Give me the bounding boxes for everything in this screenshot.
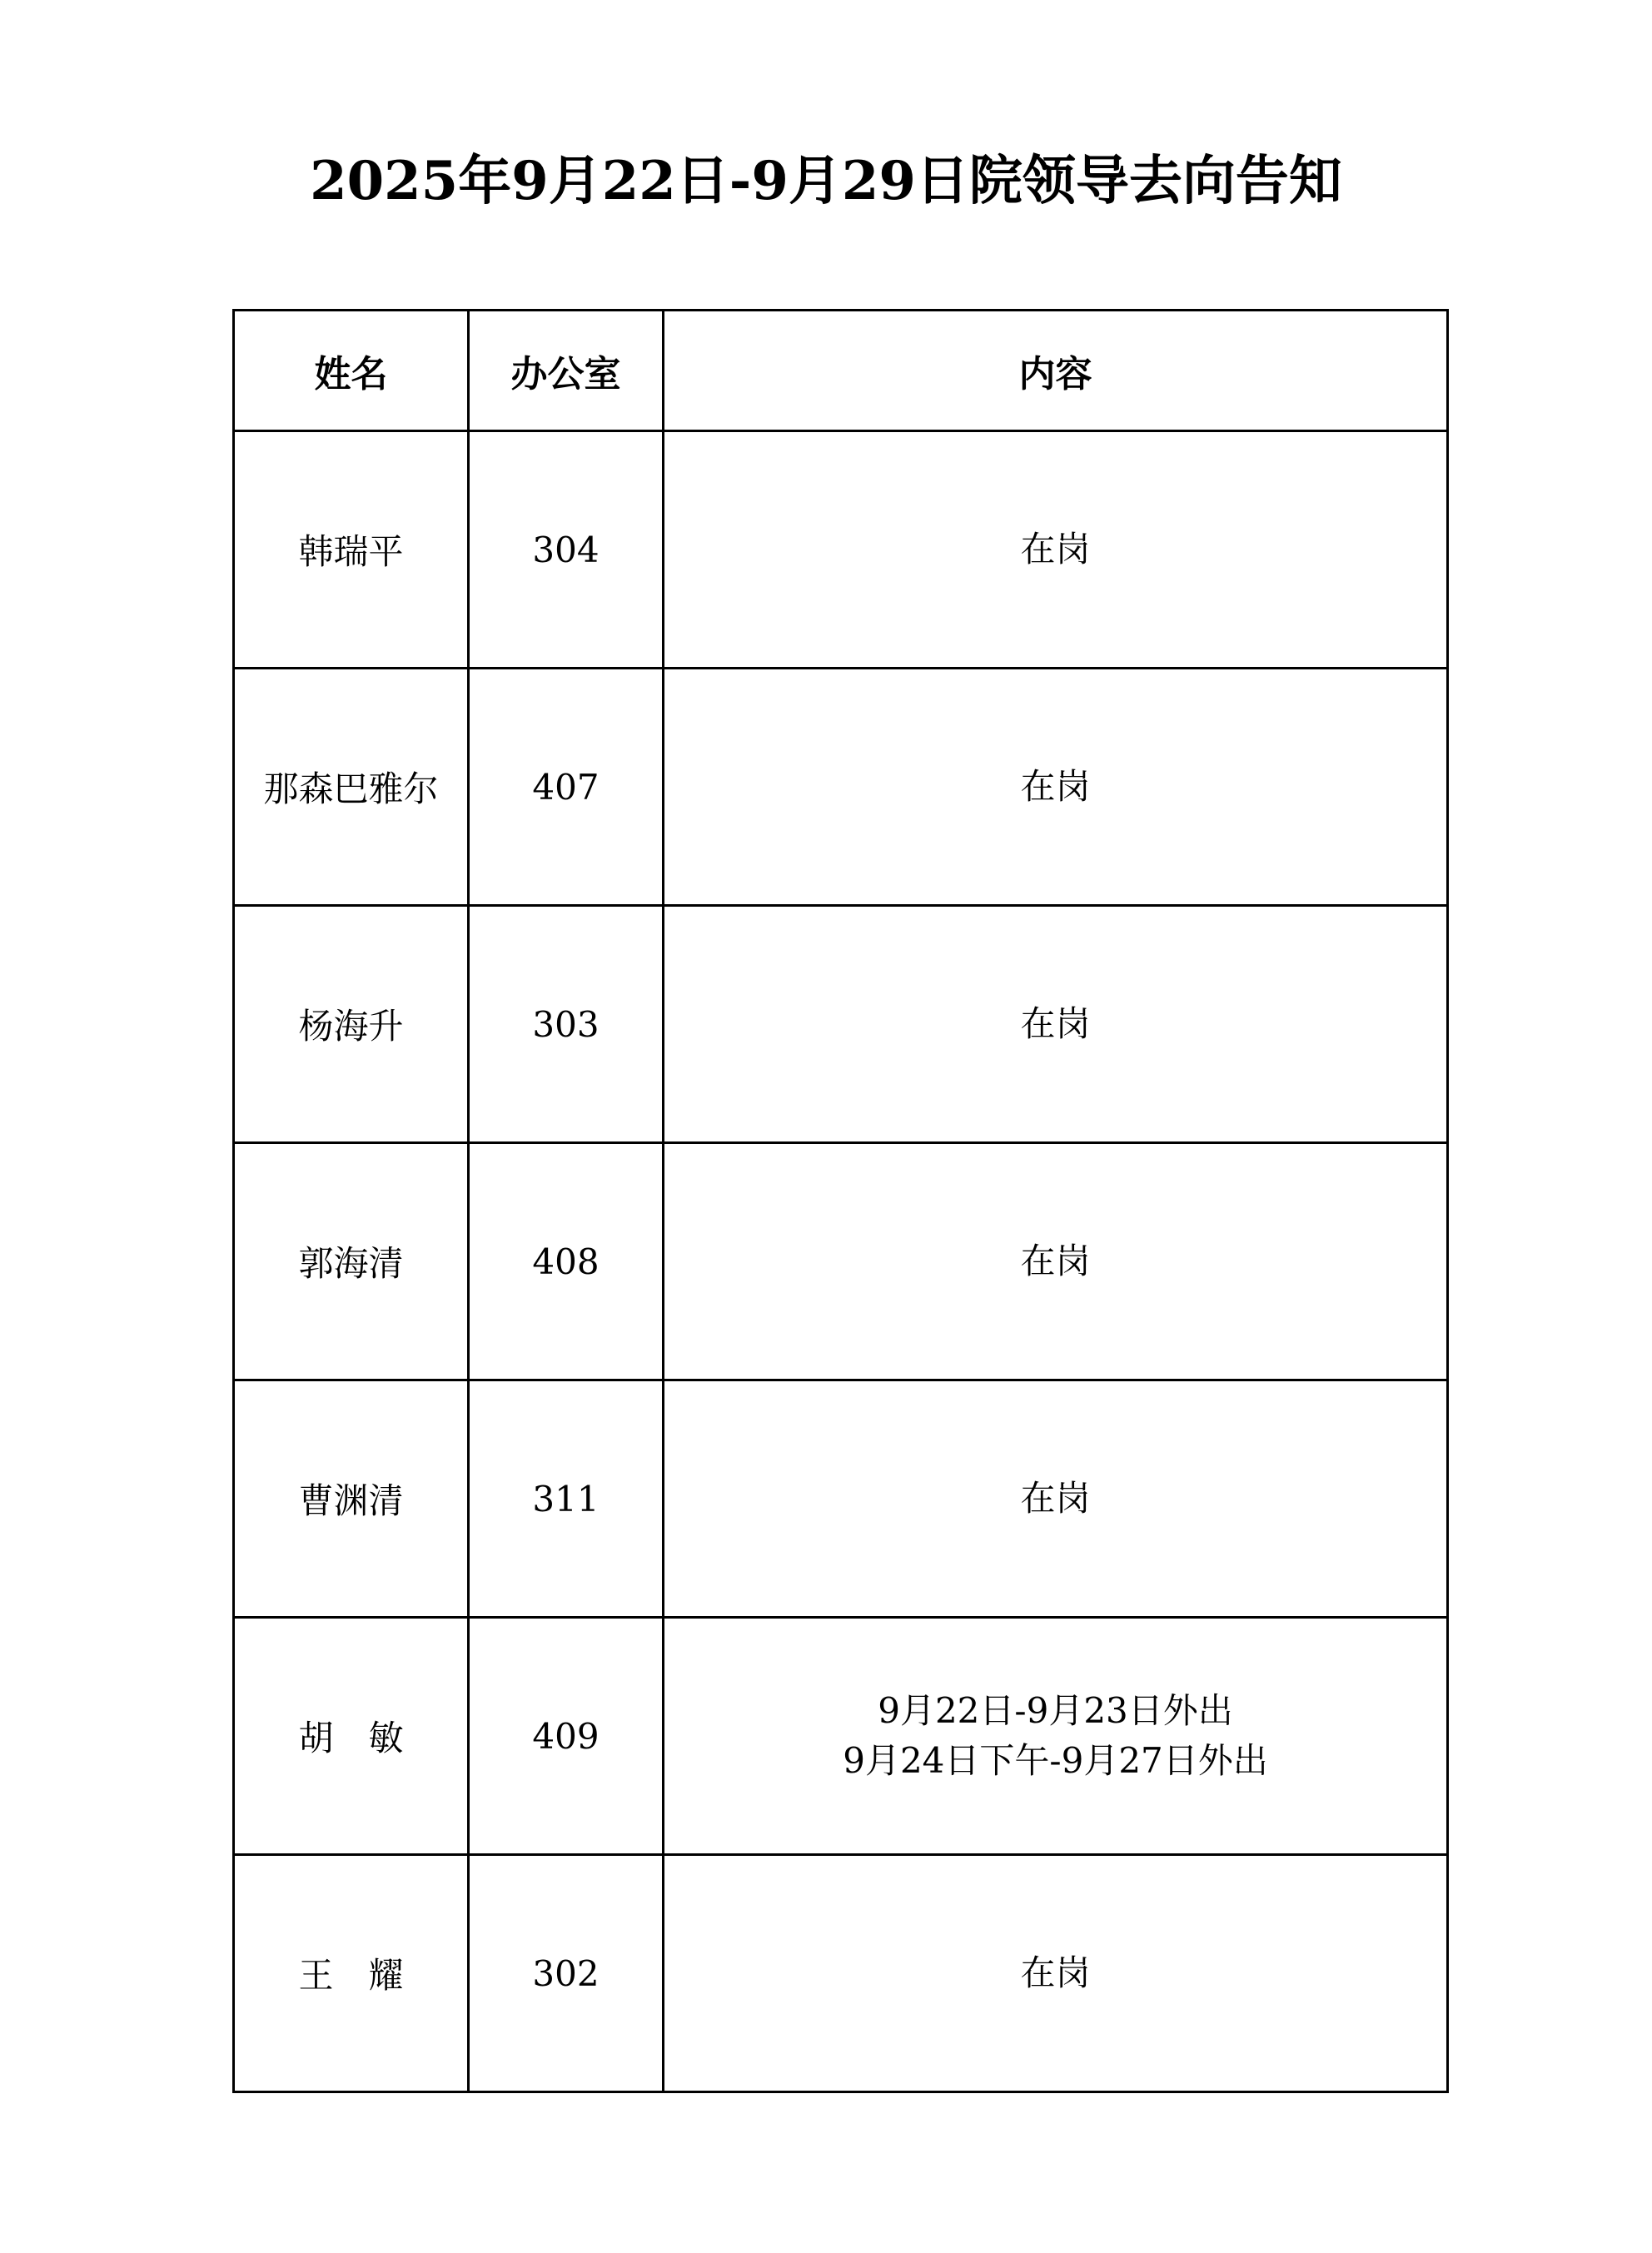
content-line: 在岗 — [1020, 529, 1091, 569]
cell-content — [664, 906, 1448, 1143]
cell-name: 杨海升 — [234, 906, 469, 1143]
cell-name: 王 耀 — [234, 1855, 469, 2092]
page-title: 2025年9月22日-9月29日院领导去向告知 — [310, 150, 1342, 212]
cell-office: 303 — [469, 906, 664, 1143]
content-line: 在岗 — [1020, 766, 1091, 807]
table-row — [234, 669, 1448, 906]
table-header-row — [234, 311, 1448, 431]
cell-name: 那森巴雅尔 — [234, 669, 469, 906]
cell-office: 408 — [469, 1143, 664, 1380]
table-row — [234, 906, 1448, 1143]
cell-content — [664, 431, 1448, 669]
cell-name: 韩瑞平 — [234, 431, 469, 669]
table-row — [234, 1618, 1448, 1855]
header-office: 办公室 — [469, 311, 664, 431]
content-line: 在岗 — [1020, 1003, 1091, 1044]
content-line: 9月22日-9月23日外出 — [878, 1690, 1233, 1731]
content-line: 在岗 — [1020, 1241, 1091, 1281]
table-row — [234, 1855, 1448, 2092]
cell-content — [664, 1380, 1448, 1618]
leader-schedule-table — [232, 309, 1449, 2093]
cell-name: 曹渊清 — [234, 1380, 469, 1618]
cell-name: 郭海清 — [234, 1143, 469, 1380]
header-content: 内容 — [664, 311, 1448, 431]
cell-office: 304 — [469, 431, 664, 669]
cell-office: 407 — [469, 669, 664, 906]
cell-office: 311 — [469, 1380, 664, 1618]
cell-content — [664, 1855, 1448, 2092]
cell-content — [664, 669, 1448, 906]
content-line: 在岗 — [1020, 1952, 1091, 1993]
header-name: 姓名 — [234, 311, 469, 431]
cell-office: 409 — [469, 1618, 664, 1855]
cell-name: 胡 敏 — [234, 1618, 469, 1855]
table-row — [234, 1380, 1448, 1618]
table-row — [234, 431, 1448, 669]
content-line: 9月24日下午-9月27日外出 — [843, 1740, 1268, 1781]
cell-content — [664, 1143, 1448, 1380]
cell-content — [664, 1618, 1448, 1855]
cell-office: 302 — [469, 1855, 664, 2092]
content-line: 在岗 — [1020, 1478, 1091, 1519]
table-row — [234, 1143, 1448, 1380]
